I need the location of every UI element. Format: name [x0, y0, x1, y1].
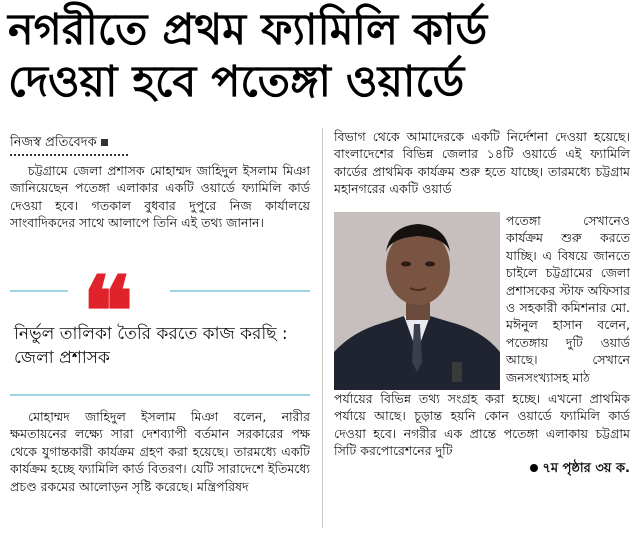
headline-line-2: দেওয়া হবে পতেঙ্গা ওয়ার্ডে: [8, 57, 465, 107]
headline-line-1: নগরীতে প্রথম ফ্যামিলি কার্ড: [8, 5, 488, 55]
continuation-text: ৭ম পৃষ্ঠার ৩য় ক.: [542, 460, 630, 476]
byline: [10, 134, 310, 152]
right-column-top: [334, 128, 630, 198]
dotted-divider: [10, 154, 128, 156]
square-bullet-icon: [101, 139, 108, 146]
bullet-icon: [530, 464, 538, 472]
right-column-side-text: পতেঙ্গা সেখানেও কার্যক্রম শুরু করতে যাচ্ছি। এ বিষয়ে জানতে চাইলে চট্টগ্রামের জেলা প্রশাসকের স্টাফ অফিসার ও সহকারী কমিশনার মো. মঈনুল হাসান বলেন, পতেঙ্গায় দুটি ওয়ার্ড আছে। সেখানে জনসংখ্যাসহ মাঠ: [506, 213, 630, 385]
right-column-bottom: [334, 390, 630, 477]
quote-mark-icon: ❝: [82, 255, 134, 368]
pull-quote: [10, 255, 310, 402]
pull-quote-text: নির্ভুল তালিকা তৈরি করতে কাজ করছি : জেলা প্রশাসক: [14, 324, 288, 368]
headline: [8, 4, 632, 108]
article-paragraph-3: বিভাগ থেকে আমাদেরকে একটি নির্দেশনা দেওয়া হয়েছে। বাংলাদেশের বিভিন্ন জেলার ১৪টি ওয়ার্ডে এই ফ্যামিলি কার্ডের প্রাথমিক কার্যক্রম শুরু হতে যাচ্ছে। তারমধ্যে চট্টগ্রাম মহানগরের একটি ওয়ার্ড: [334, 129, 630, 197]
byline-text: নিজস্ব প্রতিবেদক: [10, 135, 97, 150]
quote-rule-right: [170, 290, 310, 292]
quote-rule-left: [10, 290, 68, 292]
column-divider: [322, 128, 323, 528]
article-paragraph-2: মোহাম্মদ জাহিদুল ইসলাম মিঞা বলেন, নারীর ক্ষমতায়নের লক্ষ্যে সারা দেশব্যাপী বর্তমান সরকারের পক্ষ থেকে যুগান্তকারী কার্যক্রম গ্রহণ করা হয়েছে। তারমধ্যে একটি কার্যক্রম হচ্ছে ফ্যামিলি কার্ড বিতরণ। যেটি সারাদেশে ইতিমধ্যে প্রচণ্ড রকমের আলোড়ন সৃষ্টি করেছে। মন্ত্রিপরিষদ: [10, 409, 310, 494]
article-paragraph-4: পর্যায়ের বিভিন্ন তথ্য সংগ্রহ করা হচ্ছে। এখনো প্রাথমিক পর্যায়ে আছে। চূড়ান্ত হয়নি কোন ওয়ার্ডে ফ্যামিলি কার্ড দেওয়া হবে। নগরীর এক প্রান্তে পতেঙ্গা এলাকায় চট্টগ্রাম সিটি করপোরেশনের দুটি: [334, 391, 630, 459]
portrait-photo: [334, 212, 500, 390]
continuation-note: [334, 460, 630, 477]
quote-rule-bottom: [10, 394, 310, 396]
left-column-bottom: [10, 408, 310, 495]
portrait-image: [334, 212, 500, 390]
article-paragraph-1: চট্টগ্রামে জেলা প্রশাসক মোহাম্মদ জাহিদুল ইসলাম মিঞা জানিয়েছেন পতেঙ্গা এলাকার একটি ওয়ার্ডে ফ্যামিলি কার্ড দেওয়া হবে। গতকাল বুধবার দুপুরে নিজ কার্যালয়ে সাংবাদিকদের সাথে আলাপে তিনি এই তথ্য জানান।: [10, 163, 310, 231]
left-column-top: [10, 134, 310, 232]
